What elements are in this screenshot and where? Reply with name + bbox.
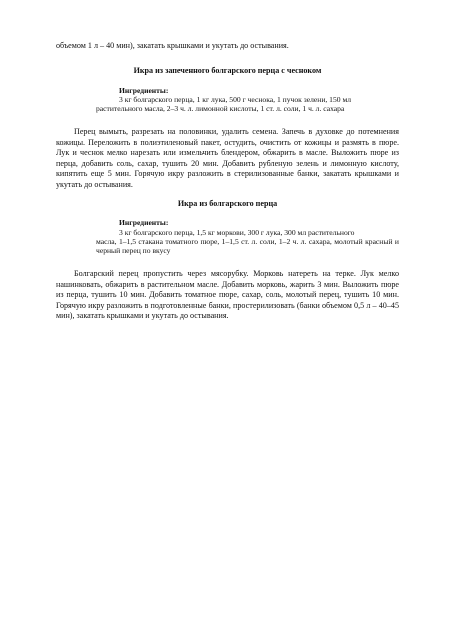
recipe-2-ingredients-label: Ингредиенты: <box>119 218 169 227</box>
recipe-2-ingredients <box>96 228 399 256</box>
recipe-2-instructions: Болгарский перец пропустить через мясорубку. Морковь натереть на терке. Лук мелко нашинковать, обжарить в растительном масле. Добавить морковь, жарить 3 мин. Выложить пюре из перца, тушить 10 мин. Добавить томатное пюре, сахар, соль, молотый перец, тушить 10 мин. Горячую икру разложить в подготовленные банки, простерилизовать (банки объемом 0,5 л – 40–45 мин), закатать крышками и укутать до остывания. <box>56 269 399 321</box>
recipe-1-instructions: Перец вымыть, разрезать на половинки, удалить семена. Запечь в духовке до потемнения кожицы. Переложить в полиэтиленовый пакет, остудить, очистить от кожицы и размять в пюре. Лук и чеснок мелко нарезать или измельчить блендером, обжарить в масле. Выложить пюре из перца, добавить соль, сахар, тушить 20 мин. Добавить рубленую зелень и лимонную кислоту, кипятить еще 5 мин. Горячую икру разложить в стерилизованные банки, закатать крышками и укутать до остывания. <box>56 127 399 189</box>
recipe-1-ingredients <box>96 95 399 113</box>
recipe-1-ingredients-label: Ингредиенты: <box>119 86 169 95</box>
recipe-2-ingredients-line-1: 3 кг болгарского перца, 1,5 кг моркови, 300 г лука, 300 мл растительного <box>119 228 355 237</box>
recipe-2-ingredients-line-2: масла, 1–1,5 стакана томатного пюре, 1–1,5 ст. л. соли, 1–2 ч. л. сахара, молотый красный и черный перец по вкусу <box>96 237 399 256</box>
recipe-1-title: Икра из запеченного болгарского перца с чесноком <box>133 66 322 75</box>
intro-paragraph-tail: объемом 1 л – 40 мин), закатать крышками и укутать до остывания. <box>56 41 289 50</box>
recipe-1-ingredients-line-1: 3 кг болгарского перца, 1 кг лука, 500 г чеснока, 1 пучок зелени, 150 мл <box>119 95 352 104</box>
recipe-2-title: Икра из болгарского перца <box>177 199 278 208</box>
recipe-1-ingredients-line-2: растительного масла, 2–3 ч. л. лимонной кислоты, 1 ст. л. соли, 1 ч. л. сахара <box>96 104 345 114</box>
